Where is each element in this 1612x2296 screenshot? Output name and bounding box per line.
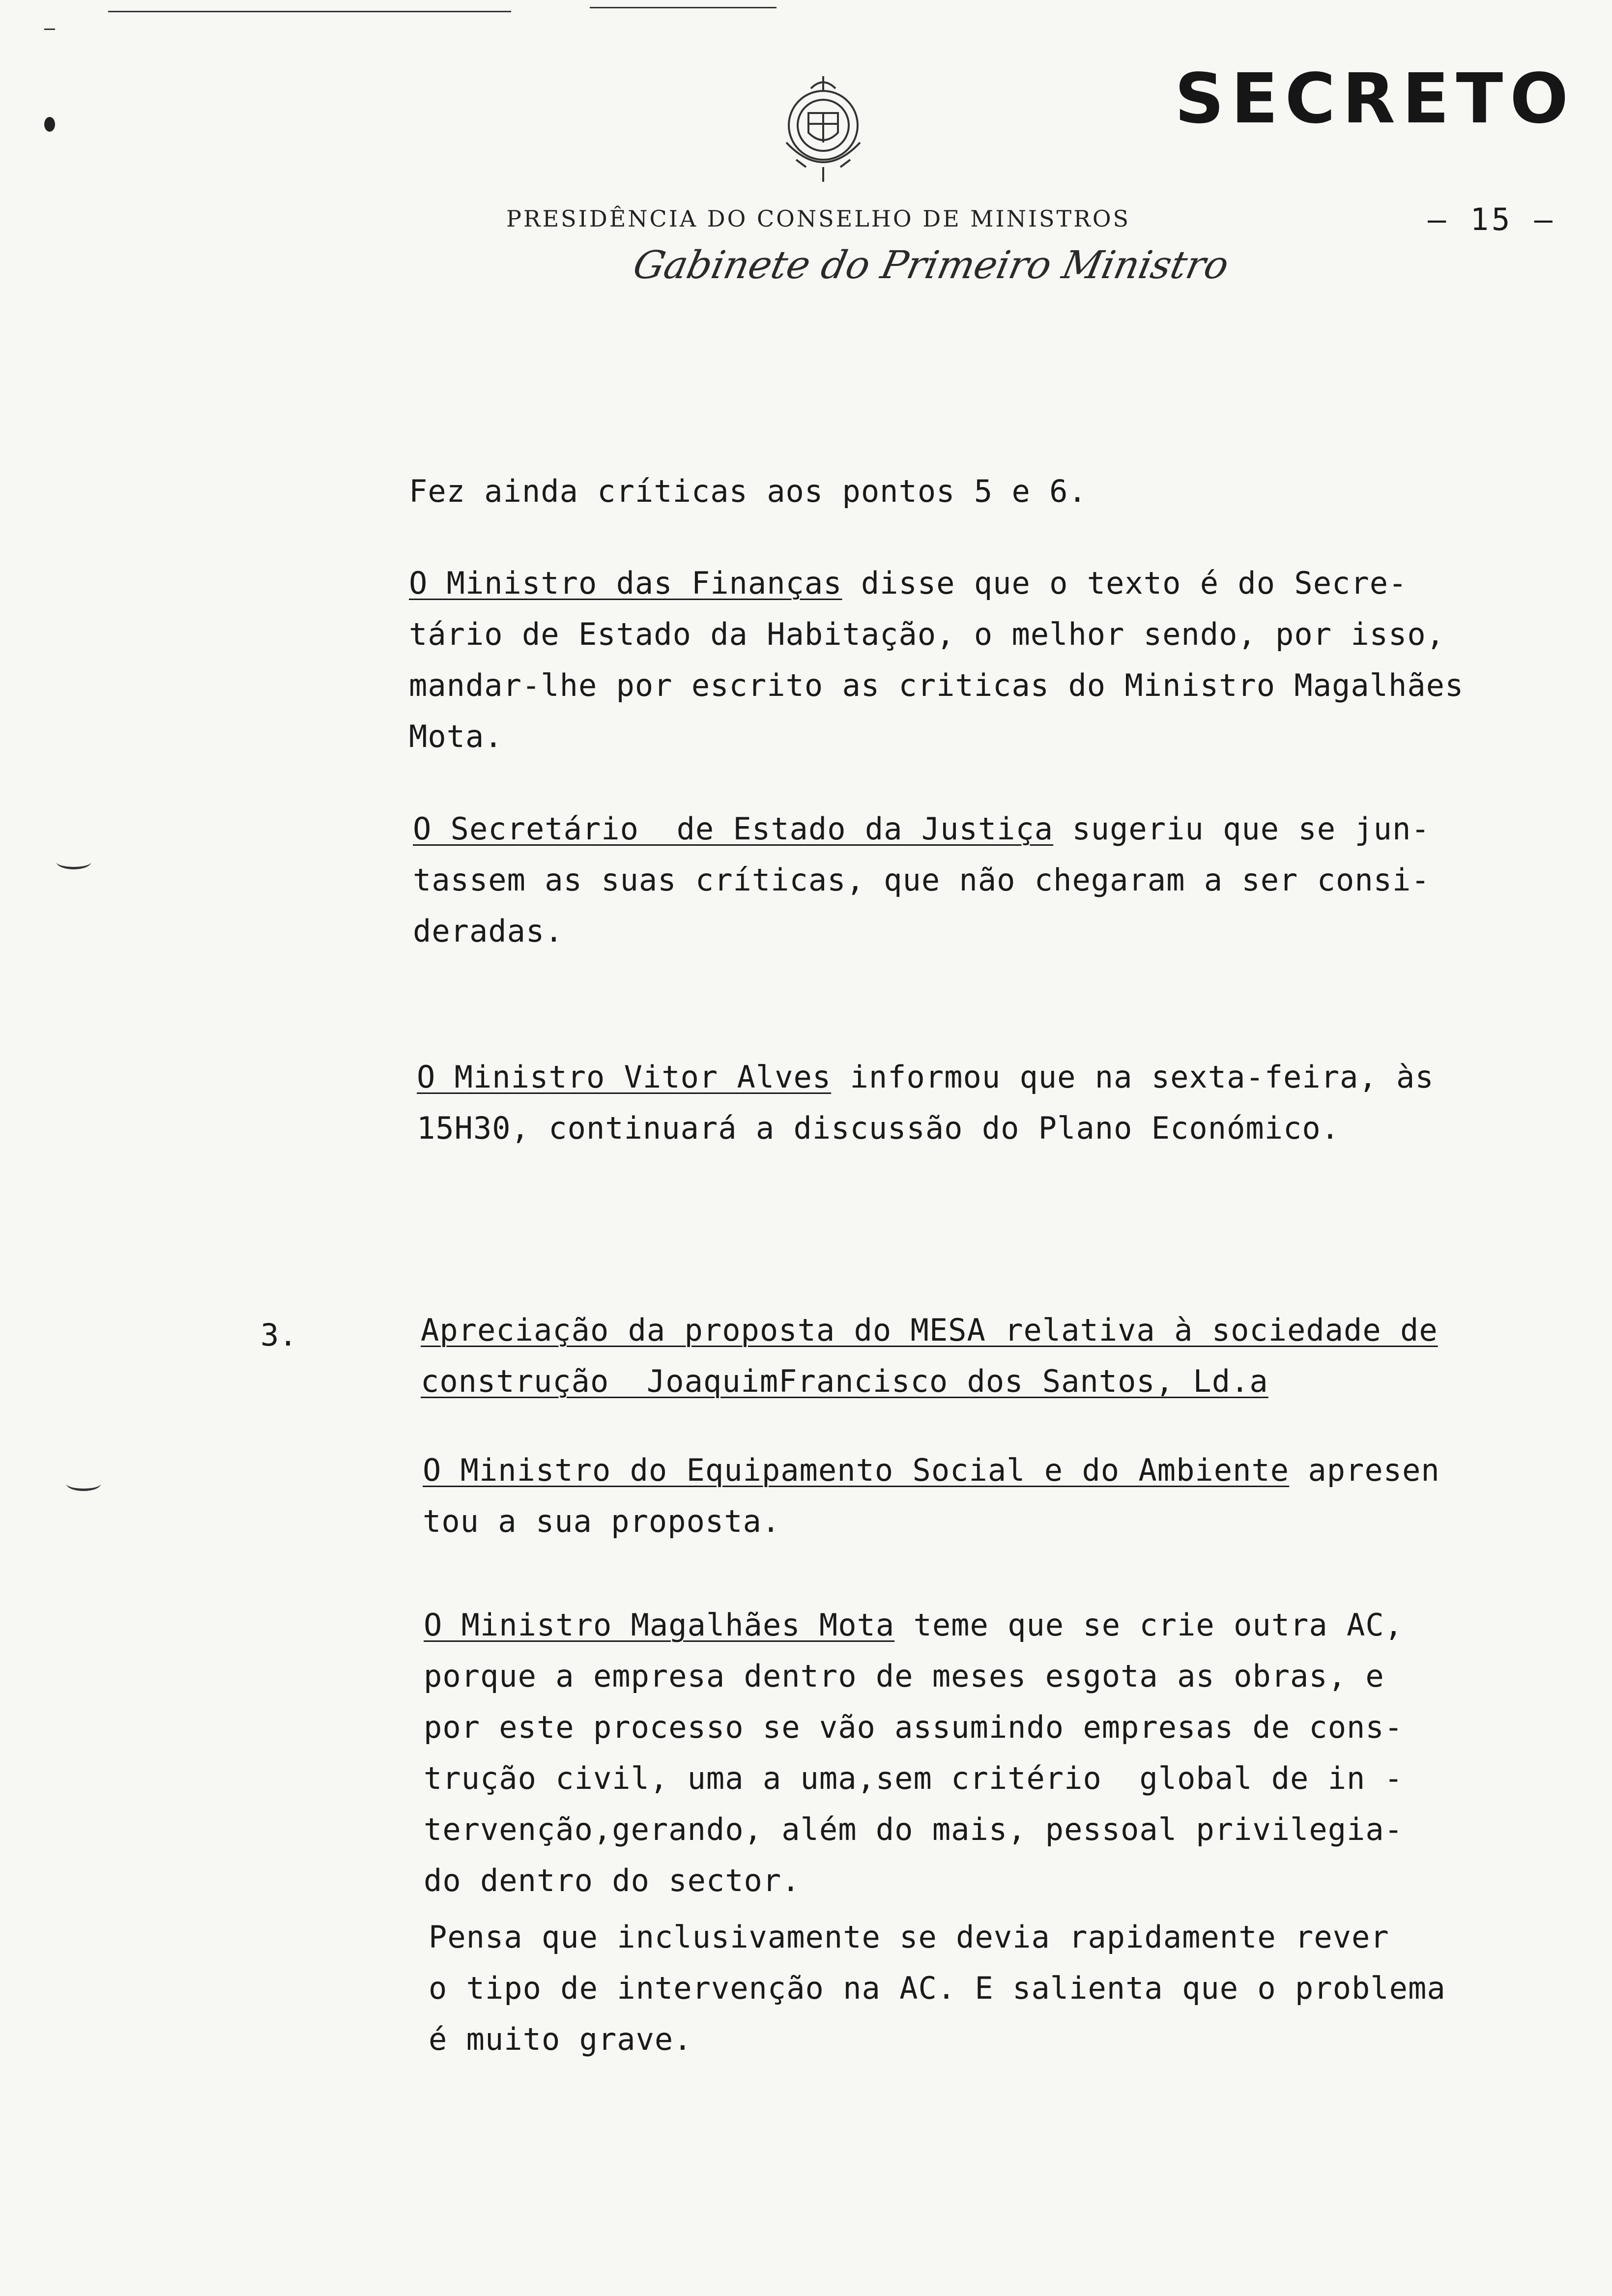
speaker-name: O Ministro do Equipamento Social e do Ambiente xyxy=(423,1452,1290,1488)
text-line: é muito grave. xyxy=(429,2021,692,2057)
text-line: por este processo se vão assumindo empresas de cons- xyxy=(424,1709,1404,1745)
paragraph xyxy=(417,1052,1434,1154)
text-line: deradas. xyxy=(413,913,564,949)
scan-edge-line xyxy=(44,29,55,30)
text-line: do dentro do sector. xyxy=(424,1863,801,1898)
text-line: Fez ainda críticas aos pontos 5 e 6. xyxy=(409,473,1087,509)
paragraph xyxy=(429,1912,1446,2065)
text-line: 15H30, continuará a discussão do Plano Económico. xyxy=(417,1110,1340,1146)
coat-of-arms-emblem xyxy=(767,69,880,192)
text-line: o tipo de intervenção na AC. E salienta que o problema xyxy=(429,1970,1446,2006)
text-line: informou que na sexta-feira, às xyxy=(831,1059,1434,1095)
scan-edge-line xyxy=(590,7,777,8)
office-signature-line: Gabinete do Primeiro Ministro xyxy=(629,243,1233,287)
text-line: Mota. xyxy=(409,718,503,754)
letterhead-title: PRESIDÊNCIA DO CONSELHO DE MINISTROS xyxy=(506,205,1131,232)
paragraph xyxy=(409,558,1464,762)
speaker-name: O Ministro Magalhães Mota xyxy=(424,1607,895,1643)
text-line: porque a empresa dentro de meses esgota as obras, e xyxy=(424,1658,1384,1694)
page-number: — 15 — xyxy=(1428,201,1555,237)
margin-mark xyxy=(57,855,91,869)
text-line: tou a sua proposta. xyxy=(423,1503,781,1539)
paragraph xyxy=(424,1600,1403,1906)
title-line: Apreciação da proposta do MESA relativa à sociedade de xyxy=(421,1312,1438,1348)
scan-edge-line xyxy=(108,11,511,12)
text-line: tário de Estado da Habitação, o melhor sendo, por isso, xyxy=(409,616,1445,652)
text-line: teme que se crie outra AC, xyxy=(894,1607,1404,1643)
agenda-item-number: 3. xyxy=(260,1317,297,1353)
classification-stamp: SECRETO xyxy=(1175,59,1576,139)
text-line: tervenção,gerando, além do mais, pessoal privilegia- xyxy=(424,1811,1404,1847)
binder-hole-mark xyxy=(44,117,55,132)
title-line: construção JoaquimFrancisco dos Santos, Ld.a xyxy=(421,1363,1268,1399)
text-line: trução civil, uma a uma,sem critério global de in - xyxy=(424,1760,1404,1796)
text-line: Pensa que inclusivamente se devia rapidamente rever xyxy=(429,1919,1389,1955)
text-line: tassem as suas críticas, que não chegaram a ser consi- xyxy=(413,862,1430,898)
speaker-name: O Ministro Vitor Alves xyxy=(417,1059,832,1095)
text-line: mandar-lhe por escrito as criticas do Ministro Magalhães xyxy=(409,667,1464,703)
speaker-name: O Ministro das Finanças xyxy=(409,565,842,601)
text-line: disse que o texto é do Secre- xyxy=(842,565,1408,601)
paragraph xyxy=(409,466,1087,517)
margin-mark xyxy=(66,1477,101,1491)
paragraph xyxy=(423,1445,1440,1547)
text-line: sugeriu que se jun- xyxy=(1053,811,1430,847)
speaker-name: O Secretário de Estado da Justiça xyxy=(413,811,1054,847)
agenda-item-title xyxy=(421,1305,1438,1407)
text-line: apresen xyxy=(1289,1452,1440,1488)
paragraph xyxy=(413,804,1430,957)
